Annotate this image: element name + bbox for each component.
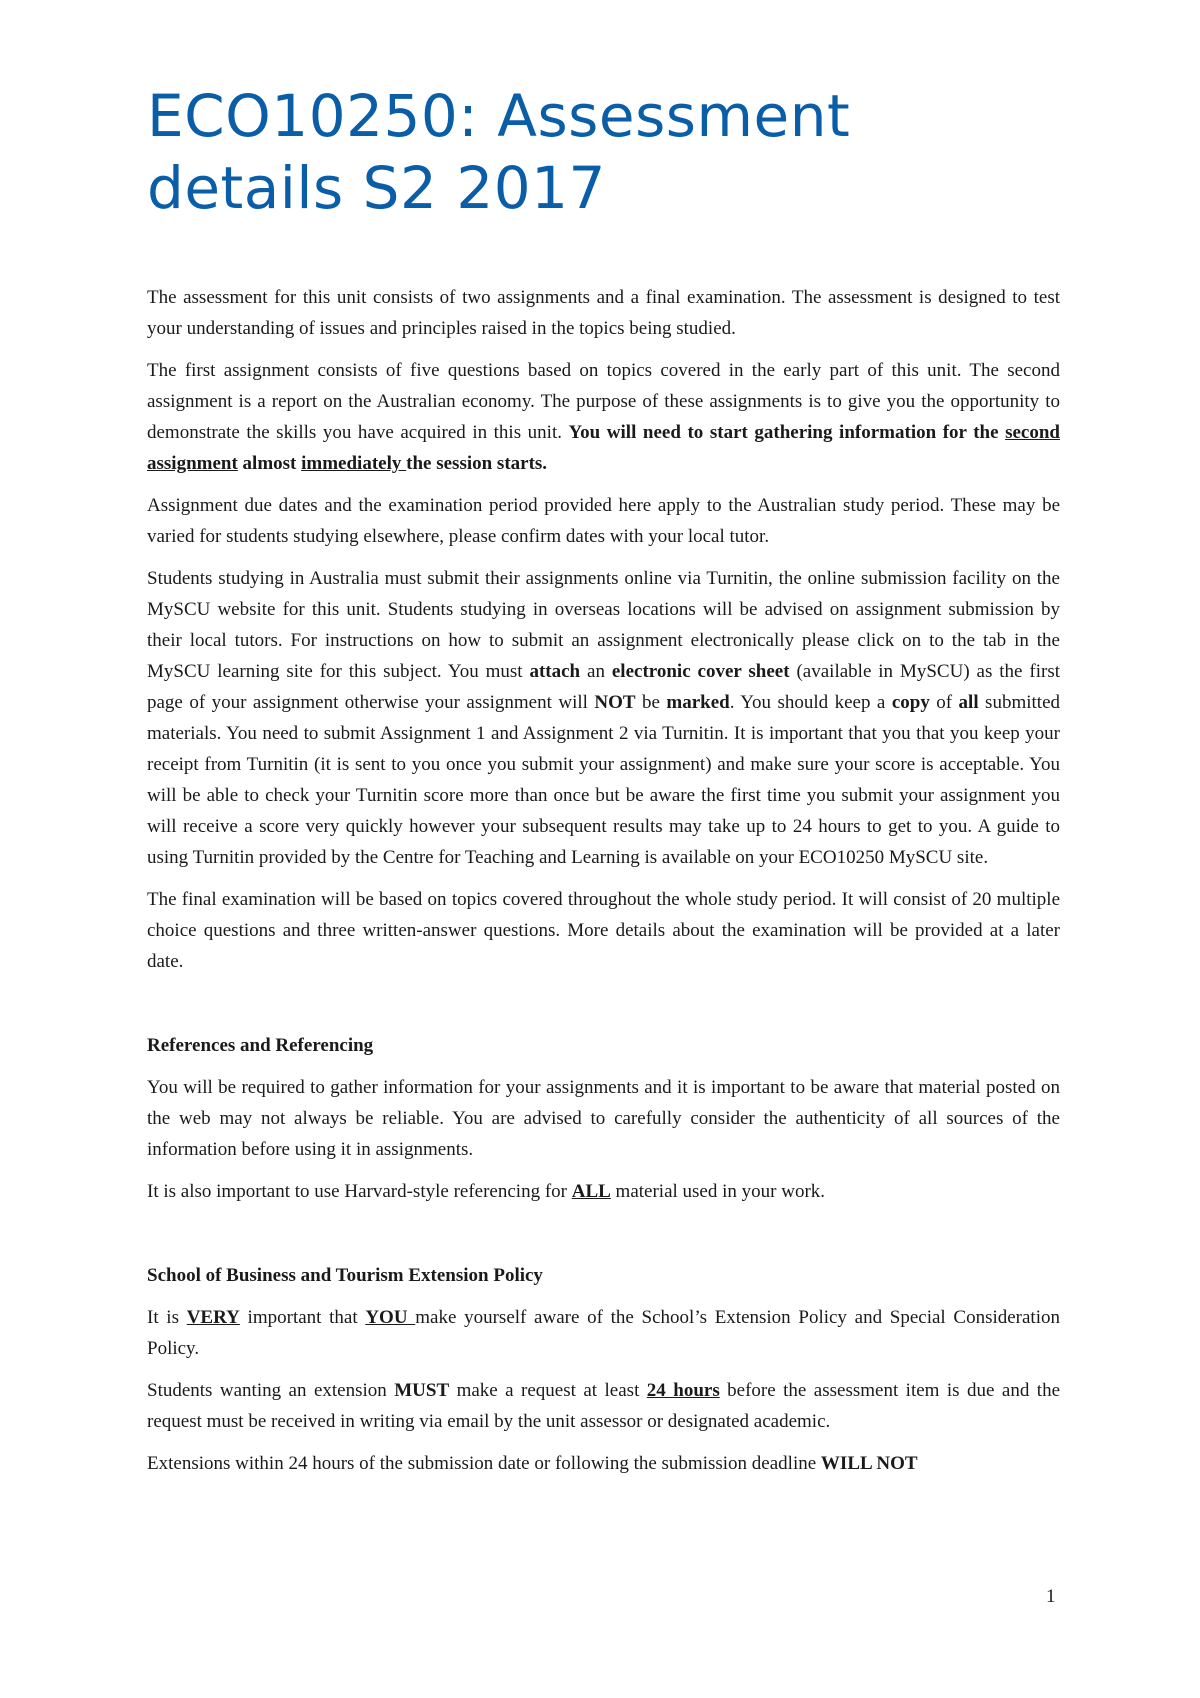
underlined-run: VERY bbox=[186, 1307, 240, 1328]
paragraph-extension-awareness bbox=[147, 1302, 1060, 1364]
text-run: an bbox=[580, 661, 612, 682]
bold-run: You will need to start gathering information for the bbox=[568, 422, 1006, 443]
text-run: . You should keep a bbox=[729, 692, 892, 713]
text-run: be bbox=[635, 692, 667, 713]
paragraph-assignments bbox=[147, 355, 1060, 479]
text-run: of bbox=[929, 692, 959, 713]
paragraph-due-dates: Assignment due dates and the examination period provided here apply to the Australian study period. These may be varied for students studying elsewhere, please confirm dates with your local tutor. bbox=[147, 495, 1060, 547]
text-run: important that bbox=[239, 1307, 366, 1328]
text-run: material used in your work. bbox=[610, 1181, 826, 1202]
bold-run: all bbox=[958, 692, 979, 713]
text-run: It is also important to use Harvard-style referencing for bbox=[147, 1181, 572, 1202]
text-run: It is bbox=[147, 1307, 187, 1328]
bold-run: NOT bbox=[594, 692, 636, 713]
bold-run: the session starts. bbox=[406, 453, 548, 474]
heading-references: References and Referencing bbox=[147, 1035, 374, 1056]
underlined-run: 24 hours bbox=[646, 1380, 720, 1401]
heading-extension-policy: School of Business and Tourism Extension Policy bbox=[147, 1265, 543, 1286]
spacer bbox=[147, 988, 1060, 1030]
text-run: submitted materials. You need to submit Assignment 1 and Assignment 2 via Turnitin. It is important that you that you keep your receipt from Turnitin (it is sent to you once you submit your assignment) and make sure your score is acceptable. You will be able to check your Turnitin score more than once but be aware the first time you submit your assignment you will receive a score very quickly however your subsequent results may take up to 24 hours to get to you. A guide to using Turnitin provided by the Centre for Teaching and Learning is available on your ECO10250 MySCU site. bbox=[147, 692, 1061, 868]
document-page bbox=[147, 80, 1060, 1490]
title-line-2: details S2 2017 bbox=[147, 154, 606, 222]
bold-run: electronic cover sheet bbox=[611, 661, 790, 682]
bold-run: marked bbox=[666, 692, 730, 713]
text-run: (available in MySCU) as the first page of your assignment otherwise your assignment will bbox=[147, 661, 1061, 713]
paragraph-references: You will be required to gather information for your assignments and it is important to be aware that material posted on the web may not always be reliable. You are advised to carefully consider the authenticity of all sources of the information before using it in assignments. bbox=[147, 1077, 1060, 1160]
paragraph-final-examination: The final examination will be based on topics covered throughout the whole study period. It will consist of 20 multiple choice questions and three written-answer questions. More details about the examination will be provided at a later date. bbox=[147, 889, 1060, 972]
bold-run: MUST bbox=[394, 1380, 450, 1401]
underlined-run: second assignment bbox=[147, 422, 1060, 474]
text-run: make yourself aware of the School’s Extension Policy and Special Consideration Policy. bbox=[147, 1307, 1060, 1359]
paragraph-extension-request bbox=[147, 1375, 1060, 1437]
paragraph-harvard bbox=[147, 1176, 1060, 1207]
paragraph-assessment-overview: The assessment for this unit consists of two assignments and a final examination. The assessment is designed to test your understanding of issues and principles raised in the topics being studied. bbox=[147, 287, 1060, 339]
underlined-run: immediately bbox=[301, 453, 407, 474]
underlined-run: ALL bbox=[571, 1181, 611, 1202]
title-line-1: ECO10250: Assessment bbox=[147, 82, 851, 150]
spacer bbox=[147, 1218, 1060, 1260]
text-run: Students wanting an extension bbox=[147, 1380, 395, 1401]
paragraph-submission bbox=[147, 563, 1060, 873]
document-title bbox=[147, 80, 1060, 224]
text-run: Extensions within 24 hours of the submission date or following the submission deadline bbox=[147, 1453, 821, 1474]
page-number: 1 bbox=[1046, 1586, 1056, 1607]
bold-run: copy bbox=[891, 692, 930, 713]
bold-run: almost bbox=[237, 453, 302, 474]
paragraph-extension-deadline bbox=[147, 1448, 1060, 1479]
bold-run: attach bbox=[529, 661, 581, 682]
text-run: make a request at least bbox=[449, 1380, 647, 1401]
text-run: Students studying in Australia must submit their assignments online via Turnitin, the online submission facility on the MySCU website for this unit. Students studying in overseas locations will be advised on assignment submission by their local tutors. For instructions on how to submit an assignment electronically please click on to the tab in the MySCU learning site for this subject. You must bbox=[147, 568, 1060, 682]
text-run: before the assessment item is due and the request must be received in writing via email by the unit assessor or designated academic. bbox=[147, 1380, 1060, 1432]
underlined-run: YOU bbox=[365, 1307, 416, 1328]
bold-run: WILL NOT bbox=[820, 1453, 918, 1474]
text-run: The first assignment consists of five questions based on topics covered in the early part of this unit. The second assignment is a report on the Australian economy. The purpose of these assignments is to give you the opportunity to demonstrate the skills you have acquired in this unit. bbox=[147, 360, 1060, 443]
